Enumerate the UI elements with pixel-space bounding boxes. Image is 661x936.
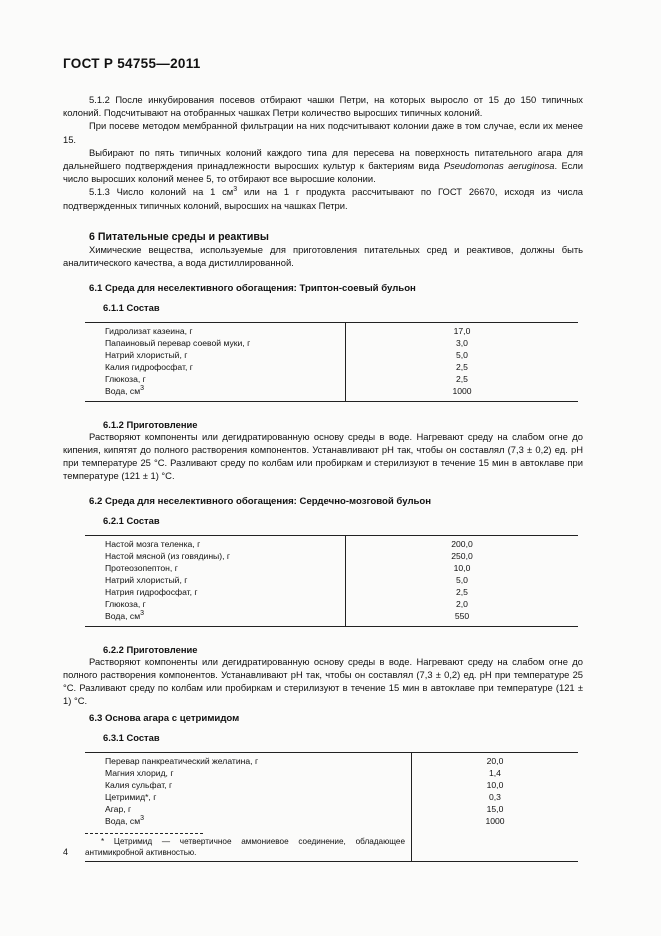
component-name	[85, 815, 412, 830]
paragraph-5-1-2: 5.1.2 После инкубирования посевов отбирают чашки Петри, на которых выросло от 15 до 150 типичных колоний. Подсчитывают на отобранных чашках Петри количество выросших типичных колоний.	[63, 94, 583, 119]
component-value: 2,0	[456, 599, 468, 610]
component-value: 2,5	[456, 362, 468, 373]
component-name-text: Гидролизат казеина, г	[105, 326, 193, 337]
component-value: 2,5	[456, 587, 468, 598]
component-value: 20,0	[486, 755, 504, 766]
table-row	[85, 563, 578, 575]
component-name	[85, 563, 346, 575]
table-row	[85, 803, 578, 815]
table-row	[85, 767, 578, 779]
cubic-superscript: 3	[233, 186, 238, 194]
component-value: 0,3	[489, 791, 501, 802]
table-row	[85, 575, 578, 587]
component-name-text: Натрий хлористый, г	[105, 575, 188, 586]
component-value: 10,0	[453, 563, 471, 574]
heading-clause-6-1-1: 6.1.1 Состав	[103, 302, 160, 314]
species-name-italic: Pseudomonas aeruginosa	[443, 160, 555, 172]
table-row	[85, 323, 578, 338]
component-name-text: Настой мясной (из говядины), г	[105, 551, 231, 562]
heading-clause-6-2-2: 6.2.2 Приготовление	[103, 643, 198, 655]
unit-superscript: 3	[140, 385, 145, 393]
component-name	[85, 791, 412, 803]
component-value: 17,0	[453, 326, 471, 337]
heading-clause-6-1: 6.1 Среда для неселективного обогащения: Триптон-соевый бульон	[89, 283, 416, 295]
table-row	[85, 752, 578, 767]
page-content	[63, 56, 583, 862]
component-value: 10,0	[486, 779, 504, 790]
table-row	[85, 374, 578, 386]
component-name	[85, 752, 412, 767]
paragraph-clause-6-2-2: Растворяют компоненты или дегидратированную основу среды в воде. Нагревают среду на слабом огне до полного растворения компонентов. Устанавливают рН так, чтобы он составлял (7,3 ± 0,2) ед. рН при температуре 25 °С. Разливают среду по колбам или пробиркам и стерилизуют в течение 15 мин в автоклаве при температуре (121 ± 1) °С.	[63, 655, 583, 707]
component-name	[85, 779, 412, 791]
component-value: 250,0	[451, 551, 473, 562]
component-name-text: Магния хлорид, г	[105, 767, 174, 778]
component-name-text: Вода, см	[105, 386, 141, 397]
heading-clause-6-3-1: 6.3.1 Состав	[103, 731, 160, 743]
component-name-text: Глюкоза, г	[105, 374, 146, 385]
component-name-text: Агар, г	[105, 803, 132, 814]
component-name-text: Протеозопептон, г	[105, 563, 178, 574]
component-value: 5,0	[456, 350, 468, 361]
table-row	[85, 362, 578, 374]
component-name-text: Вода, см	[105, 611, 141, 622]
component-value: 1000	[485, 815, 505, 826]
component-name	[85, 767, 412, 779]
colony-selection-text-pre: Выбирают по пять типичных колоний каждого типа для пересева на поверхность питательного агара для дальнейшего подтверждения принадлежности выросших культур к бактериям вида	[63, 146, 583, 172]
component-name	[85, 323, 346, 338]
component-name-text: Натрия гидрофосфат, г	[105, 587, 198, 598]
paragraph-clause-6-1-2: Растворяют компоненты или дегидратированную основу среды в воде. Нагревают среду на слабом огне до кипения, кипятят до полного растворения компонентов. Устанавливают рН так, чтобы он составлял (7,3 ± 0,2) ед. рН при температуре 25 °С. Разливают среду по колбам или пробиркам и стерилизуют в течение 15 мин в автоклаве при температуре (121 ± 1) °С.	[63, 430, 583, 482]
table-row	[85, 815, 578, 830]
colony-selection-text-post: . Если число выросших колоний менее 5, то отбирают все выросшие колонии.	[63, 160, 583, 185]
table-row	[85, 599, 578, 611]
component-name	[85, 350, 346, 362]
heading-clause-6-1-2: 6.1.2 Приготовление	[103, 418, 198, 430]
page-number: 4	[63, 847, 69, 857]
footnote-cell	[85, 830, 412, 862]
component-name	[85, 386, 346, 401]
heading-clause-6-2-1: 6.2.1 Состав	[103, 515, 160, 527]
table-row	[85, 386, 578, 401]
table-row	[85, 779, 578, 791]
unit-superscript: 3	[140, 814, 145, 822]
composition-table-body-3	[85, 752, 578, 861]
component-name-text: Натрий хлористый, г	[105, 350, 188, 361]
footnote-text-content: * Цетримид — четвертичное аммониевое соединение, обладающее антимикробной активностью.	[85, 837, 405, 858]
component-name-text: Цетримид*, г	[105, 791, 157, 802]
table-row	[85, 536, 578, 551]
component-name-text: Вода, см	[105, 815, 141, 826]
table-row	[85, 791, 578, 803]
table-row	[85, 551, 578, 563]
table-row	[85, 338, 578, 350]
component-value: 200,0	[451, 539, 473, 550]
component-name	[85, 803, 412, 815]
composition-table-cetrimide-agar	[85, 752, 578, 862]
component-value: 1,4	[489, 767, 501, 778]
component-name	[85, 611, 346, 626]
component-name	[85, 536, 346, 551]
document-standard-header: ГОСТ Р 54755—2011	[63, 56, 201, 71]
component-name	[85, 599, 346, 611]
component-name-text: Перевар панкреатический желатина, г	[105, 755, 259, 766]
paragraph-clause-6-intro: Химические вещества, используемые для приготовления питательных сред и реактивов, должны быть аналитического качества, а вода дистиллированной.	[63, 243, 583, 269]
component-value: 3,0	[456, 338, 468, 349]
heading-clause-6-3: 6.3 Основа агара с цетримидом	[89, 712, 240, 724]
footnote-empty-cell	[412, 830, 579, 862]
component-name	[85, 575, 346, 587]
table-row	[85, 350, 578, 362]
heading-clause-6-2: 6.2 Среда для неселективного обогащения: Сердечно-мозговой бульон	[89, 496, 432, 508]
component-value: 5,0	[456, 575, 468, 586]
component-name	[85, 362, 346, 374]
component-name-text: Глюкоза, г	[105, 599, 146, 610]
footnote-dashed-divider	[85, 833, 203, 834]
component-value: 1000	[452, 386, 472, 397]
composition-table-tryptone-soy	[85, 322, 578, 401]
component-name	[85, 551, 346, 563]
composition-table-body-2	[85, 536, 578, 626]
component-value: 550	[454, 611, 470, 622]
component-name-text: Калия гидрофосфат, г	[105, 362, 193, 373]
paragraph-5-1-3	[63, 185, 583, 211]
component-value: 15,0	[486, 803, 504, 814]
table-row	[85, 611, 578, 626]
unit-superscript: 3	[140, 610, 145, 618]
paragraph-colony-selection	[63, 146, 583, 186]
component-name-text: Калия сульфат, г	[105, 779, 173, 790]
component-value: 2,5	[456, 374, 468, 385]
footnote-text	[85, 836, 411, 861]
component-name	[85, 338, 346, 350]
component-name	[85, 374, 346, 386]
composition-table-body-1	[85, 323, 578, 401]
table-footnote-row	[85, 830, 578, 862]
paragraph-membrane-filtration: При посеве методом мембранной фильтрации на них подсчитывают колонии даже в том случае, если их менее 15.	[63, 120, 583, 145]
composition-table-brain-heart	[85, 535, 578, 626]
paragraph-5-1-3-pre: 5.1.3 Число колоний на 1 см	[89, 186, 234, 198]
component-name-text: Настой мозга теленка, г	[105, 539, 201, 550]
table-row	[85, 587, 578, 599]
component-name	[85, 587, 346, 599]
paragraph-5-1-3-post: или на 1 г продукта рассчитывают по ГОСТ 26670, исходя из числа подтвержденных типичных колоний, выросших на чашках Петри.	[63, 186, 584, 211]
heading-clause-6: 6 Питательные среды и реактивы	[89, 230, 269, 243]
component-name-text: Папаиновый перевар соевой муки, г	[105, 338, 251, 349]
